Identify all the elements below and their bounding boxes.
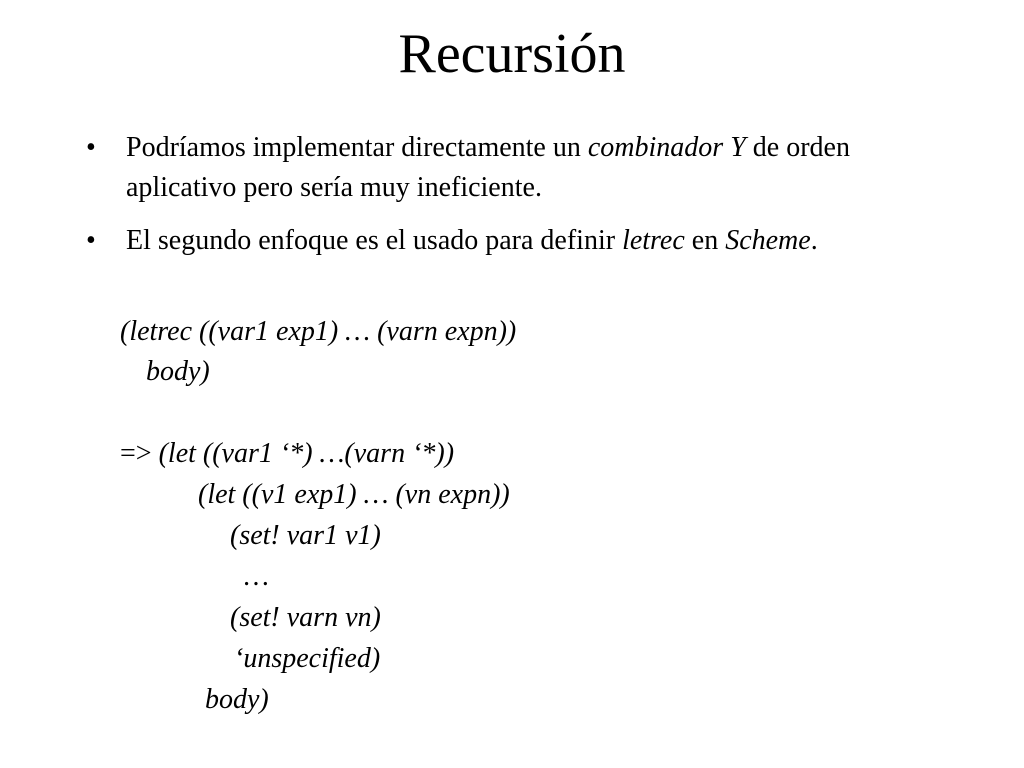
bullet-text: El segundo enfoque es el usado para definir [126, 225, 623, 256]
bullet-icon: • [86, 132, 96, 163]
bullet-list [86, 128, 946, 274]
code-line-4: (let ((v1 exp1) … (vn expn)) [198, 479, 510, 510]
bullet-item-2 [86, 221, 946, 261]
code-line-1: (letrec ((var1 exp1) … (varn expn)) [120, 316, 517, 347]
bullet-text-middle: en [684, 225, 726, 256]
code-line-9: body) [205, 684, 269, 715]
code-block [0, 312, 1024, 732]
bullet-emphasis: combinador Y [587, 132, 746, 163]
slide-title: Recursión [398, 23, 626, 85]
bullet-text: Podríamos implementar directamente un [126, 132, 588, 163]
bullet-icon: • [86, 225, 96, 256]
bullet-item-1 [86, 128, 946, 208]
code-line-2: body) [146, 356, 210, 387]
bullet-emphasis-2: Scheme [725, 225, 811, 256]
code-line-3 [120, 434, 454, 474]
code-line-8: ‘unspecified) [234, 643, 381, 674]
bullet-emphasis: letrec [622, 225, 685, 256]
code-line-5: (set! var1 v1) [230, 520, 381, 551]
bullet-text-end: . [810, 225, 818, 256]
bullet-text-end: de orden aplicativo pero sería muy ineficiente. [126, 132, 850, 203]
code-line-3-text: (let ((var1 ‘*) …(varn ‘*)) [158, 438, 455, 469]
code-line-7: (set! varn vn) [230, 602, 381, 633]
code-line-6: … [244, 561, 269, 592]
code-arrow: => [120, 438, 159, 469]
